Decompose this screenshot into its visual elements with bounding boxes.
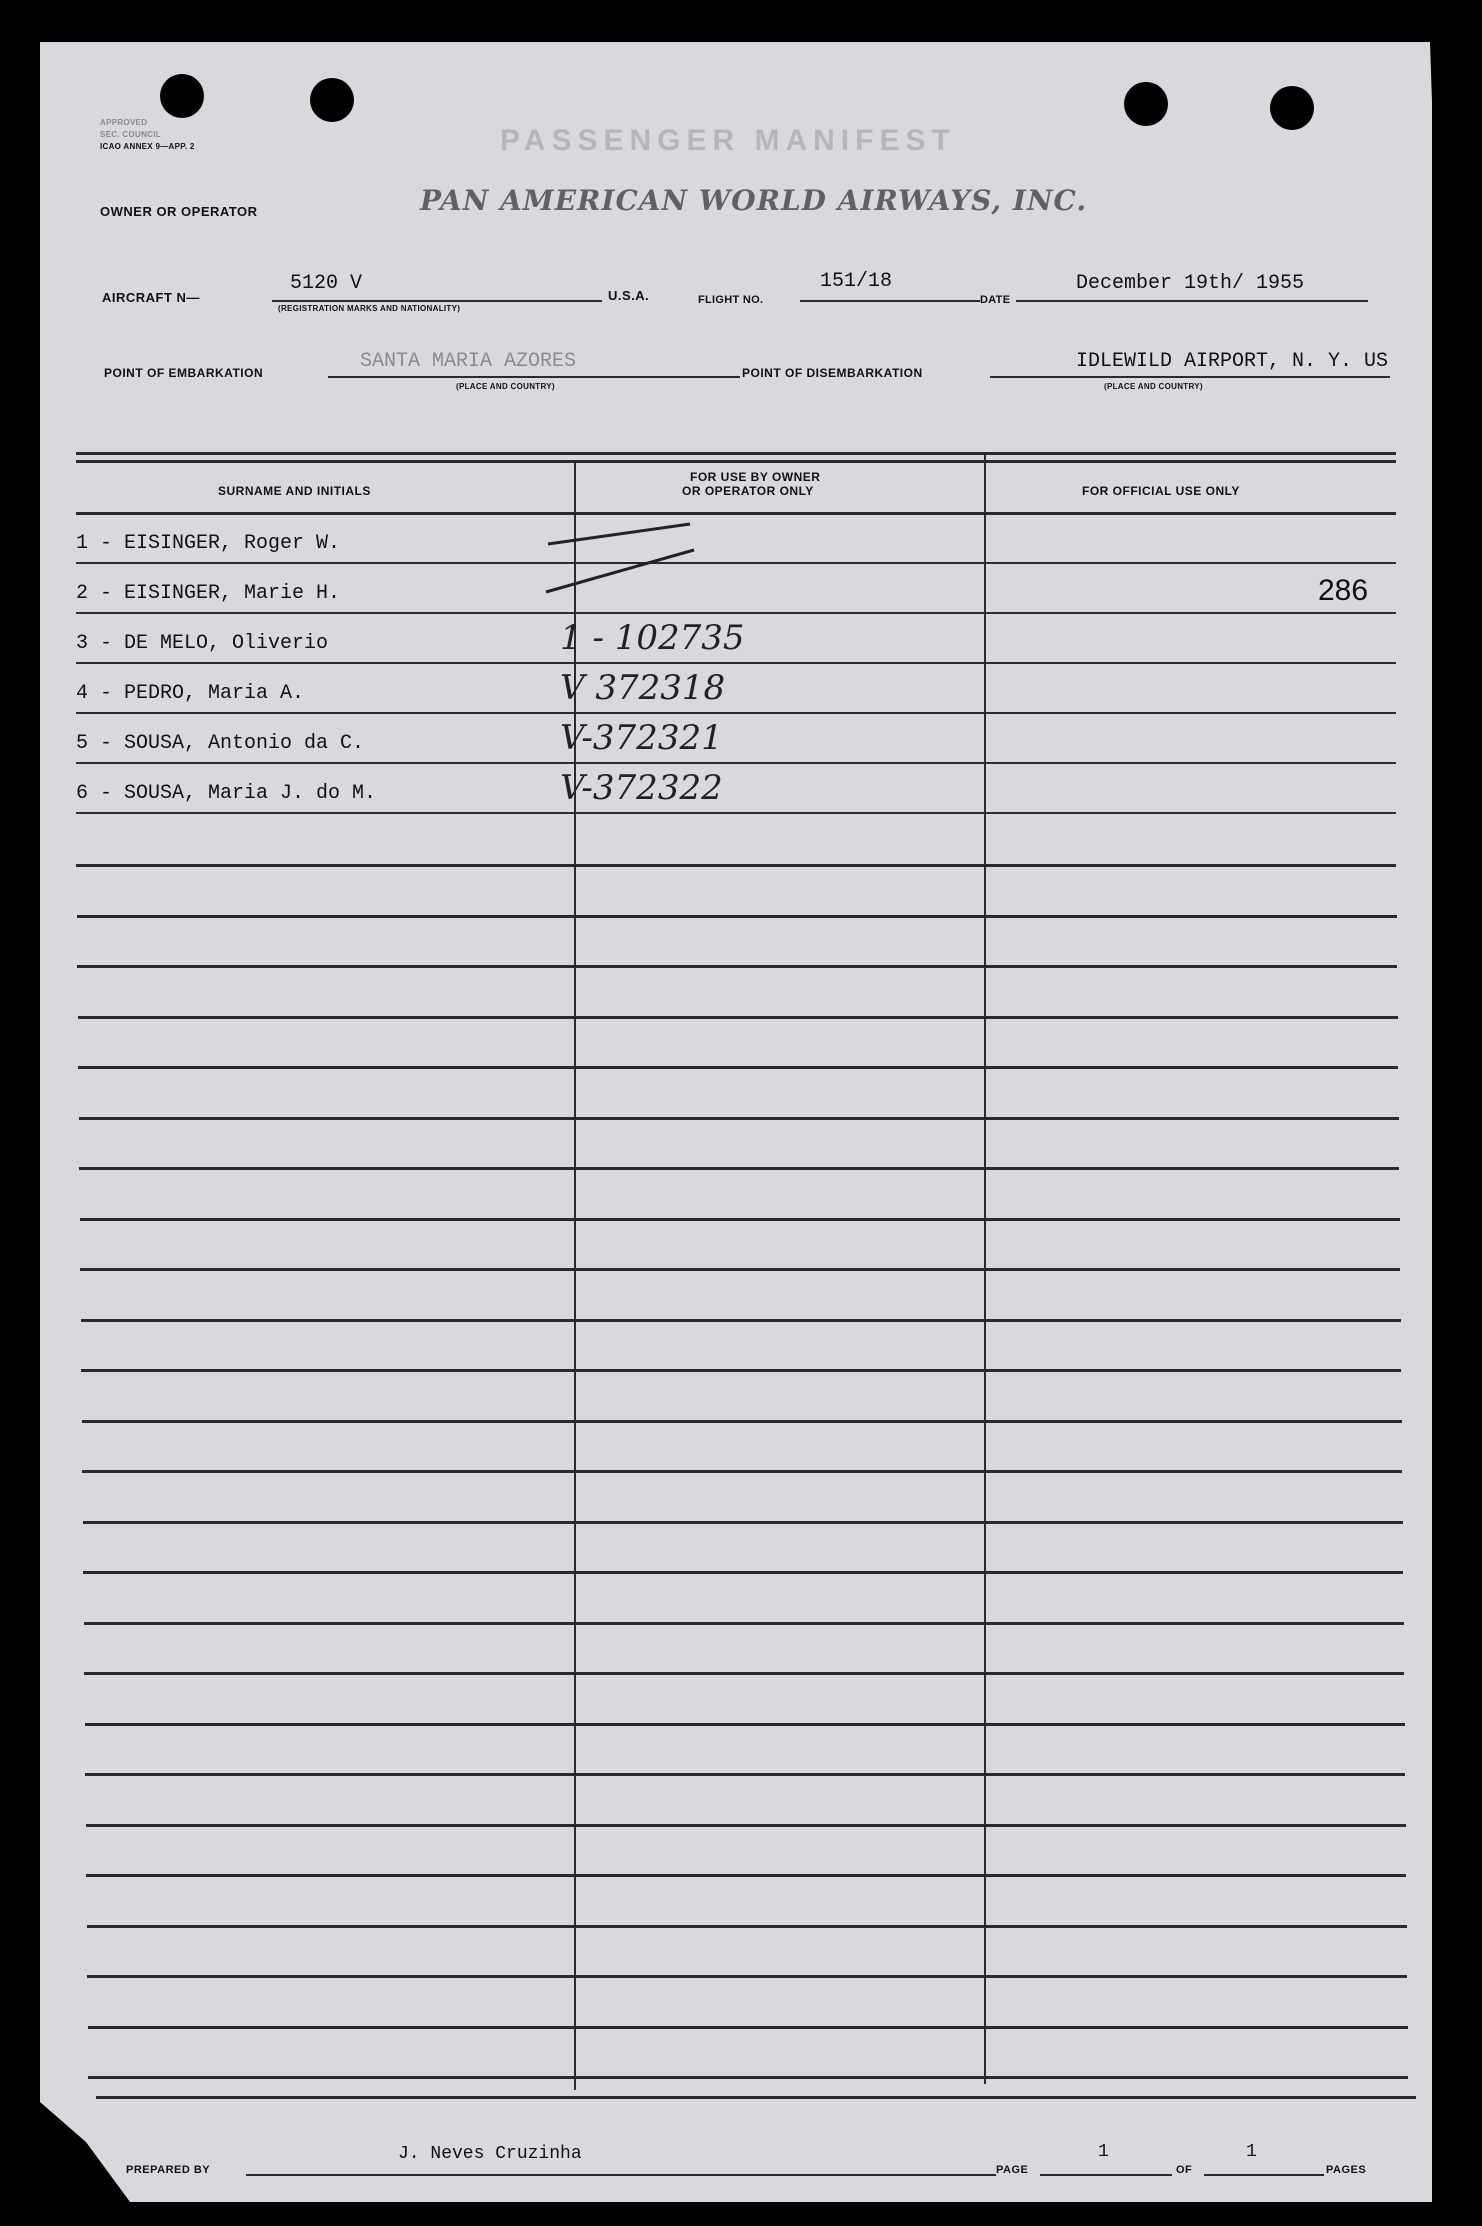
passenger-name: 2 - EISINGER, Marie H. [76, 582, 341, 605]
passenger-name: 6 - SOUSA, Maria J. do M. [76, 782, 377, 805]
ruled-line [85, 1723, 1405, 1726]
ruled-line [87, 1925, 1407, 1928]
embark-caption: (PLACE AND COUNTRY) [456, 382, 555, 391]
punch-hole [310, 78, 354, 122]
ruled-line [80, 1218, 1400, 1221]
owner-mark: V 372318 [560, 668, 726, 708]
owner-mark: 1 - 102735 [560, 618, 745, 658]
row-rule [76, 662, 1396, 664]
ruled-line [85, 1773, 1405, 1776]
ruled-line [82, 1470, 1402, 1473]
page-label: PAGE [996, 2164, 1029, 2176]
punch-hole [1270, 86, 1314, 130]
punch-hole [160, 74, 204, 118]
embark-label: POINT OF EMBARKATION [104, 366, 264, 380]
page-value: 1 [1098, 2142, 1109, 2162]
airline-name: PAN AMERICAN WORLD AIRWAYS, INC. [420, 184, 1088, 217]
strike-marks [540, 520, 720, 610]
aircraft-label: AIRCRAFT N— [102, 290, 200, 305]
ruled-line [84, 1672, 1404, 1675]
passenger-name: 4 - PEDRO, Maria A. [76, 682, 305, 705]
row-rule [76, 712, 1396, 714]
ruled-line [83, 1571, 1403, 1574]
prepared-value: J. Neves Cruzinha [398, 2144, 582, 2164]
owner-use-header: OR OPERATOR ONLY [682, 484, 814, 498]
date-value: December 19th/ 1955 [1076, 272, 1305, 295]
passenger-name: 3 - DE MELO, Oliverio [76, 632, 329, 655]
prepared-label: PREPARED BY [126, 2164, 211, 2176]
owner-mark: V-372321 [560, 718, 723, 758]
row-rule [76, 762, 1396, 764]
ruled-line [87, 1975, 1407, 1978]
ruled-line [77, 915, 1397, 918]
ruled-line [81, 1319, 1401, 1322]
country-label: U.S.A. [608, 288, 650, 303]
ruled-line [79, 1117, 1399, 1120]
ruled-line [79, 1167, 1399, 1170]
ruled-line [88, 2076, 1408, 2079]
of-label: OF [1176, 2164, 1193, 2176]
date-label: DATE [980, 294, 1011, 306]
ruled-line [78, 1066, 1398, 1069]
aircraft-caption: (REGISTRATION MARKS AND NATIONALITY) [278, 304, 461, 313]
manifest-title: PASSENGER MANIFEST [500, 124, 956, 157]
row-rule [76, 562, 1396, 564]
disembark-value: IDLEWILD AIRPORT, N. Y. US [1076, 350, 1389, 373]
ruled-line [82, 1420, 1402, 1423]
owner-use-header: FOR USE BY OWNER [690, 470, 821, 484]
approval-line: SEC. COUNCIL [100, 130, 161, 139]
aircraft-value: 5120 V [290, 272, 363, 295]
ruled-line [76, 864, 1396, 867]
embark-value: SANTA MARIA AZORES [360, 350, 577, 373]
ruled-line [77, 965, 1397, 968]
flight-value: 151/18 [820, 270, 893, 293]
official-header: FOR OFFICIAL USE ONLY [1082, 484, 1240, 498]
owner-mark: V-372322 [560, 768, 723, 808]
disembark-caption: (PLACE AND COUNTRY) [1104, 382, 1203, 391]
surname-header: SURNAME AND INITIALS [218, 484, 371, 498]
ruled-line [88, 2026, 1408, 2029]
of-value: 1 [1246, 2142, 1257, 2162]
ruled-line [78, 1016, 1398, 1019]
ruled-line [81, 1369, 1401, 1372]
owner-label: OWNER OR OPERATOR [100, 204, 258, 219]
ruled-line [86, 1874, 1406, 1877]
punch-hole [1124, 82, 1168, 126]
approval-line: APPROVED [100, 118, 148, 127]
disembark-label: POINT OF DISEMBARKATION [742, 366, 923, 380]
flight-label: FLIGHT NO. [698, 294, 764, 306]
row-rule [76, 812, 1396, 814]
official-number: 286 [1318, 574, 1369, 607]
approval-line: ICAO ANNEX 9—APP. 2 [100, 142, 195, 151]
row-rule [76, 612, 1396, 614]
passenger-name: 1 - EISINGER, Roger W. [76, 532, 341, 555]
passenger-name: 5 - SOUSA, Antonio da C. [76, 732, 365, 755]
ruled-line [80, 1268, 1400, 1271]
ruled-line [84, 1622, 1404, 1625]
pages-label: PAGES [1326, 2164, 1367, 2176]
ruled-line [86, 1824, 1406, 1827]
ruled-line [83, 1521, 1403, 1524]
